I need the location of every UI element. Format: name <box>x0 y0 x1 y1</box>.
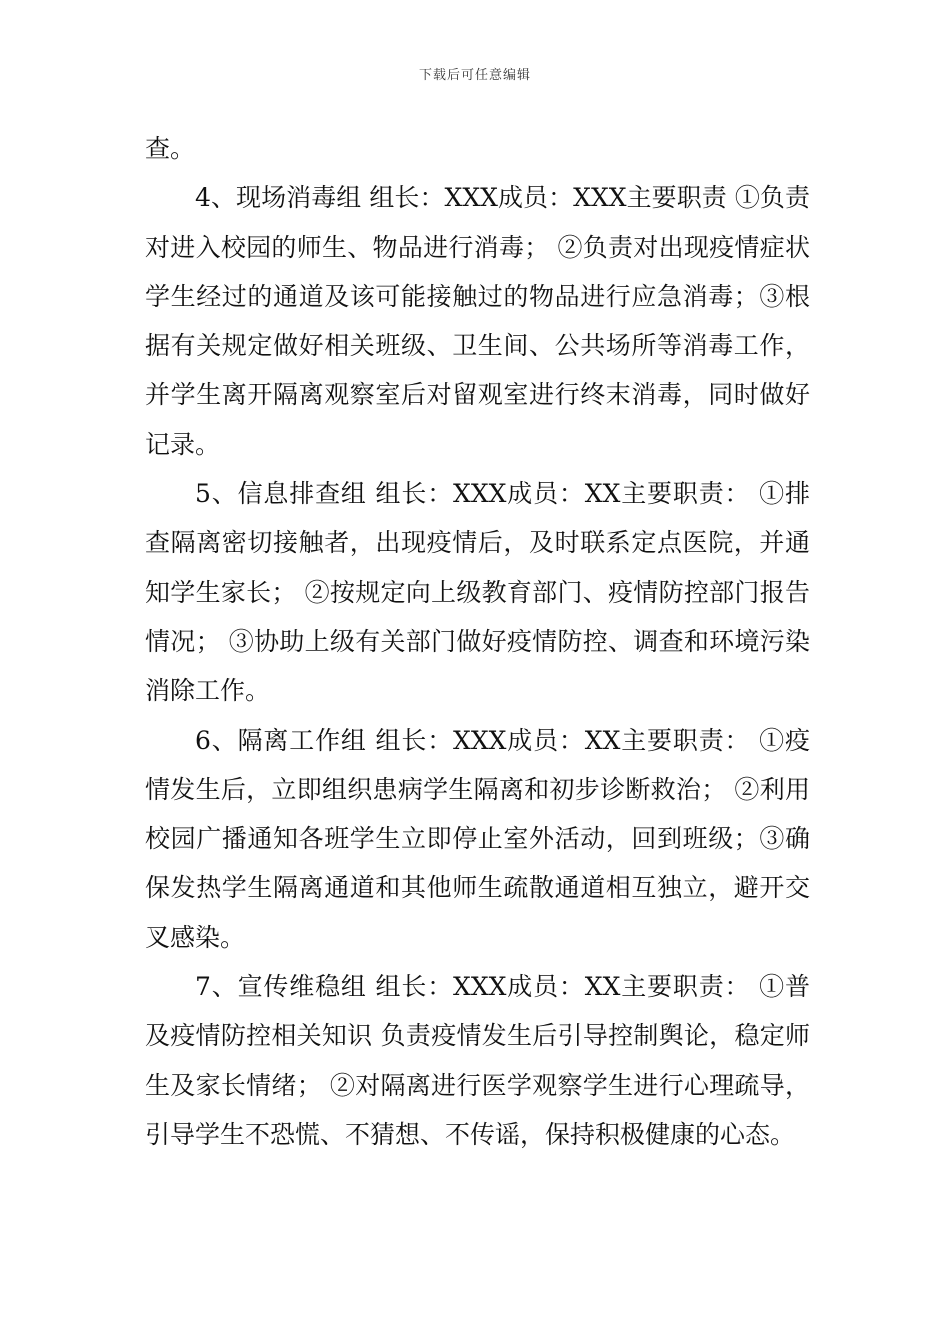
paragraph-continuation: 查。 <box>145 134 196 163</box>
page-header: 下载后可任意编辑 <box>418 68 531 83</box>
paragraph-disinfection-group: 4、现场消毒组 组长：XXX成员：XXX主要职责 ①负责对进入校园的师生、物品进行消毒； ②负责对出现疫情症状学生经过的通道及该可能接触过的物品进行应急消毒；③根据有关规定做好相关班级、卫生间、公共场所等消毒工作，并学生离开隔离观察室后对留观室进行终末消毒，同时做好记录。 <box>145 183 810 459</box>
paragraph-publicity-stability-group: 7、宣传维稳组 组长：XXX成员：XX主要职责： ①普及疫情防控相关知识 负责疫情发生后引导控制舆论，稳定师生及家长情绪； ②对隔离进行医学观察学生进行心理疏导，引导学生不恐慌、不猜想、不传谣，保持积极健康的心态。 <box>145 972 810 1149</box>
document-body <box>145 124 810 1159</box>
paragraph-information-screening-group: 5、信息排查组 组长：XXX成员：XX主要职责： ①排查隔离密切接触者，出现疫情后，及时联系定点医院，并通知学生家长； ②按规定向上级教育部门、疫情防控部门报告情况； ③协助上级有关部门做好疫情防控、调查和环境污染消除工作。 <box>145 479 810 706</box>
paragraph-isolation-group: 6、隔离工作组 组长：XXX成员：XX主要职责： ①疫情发生后，立即组织患病学生隔离和初步诊断救治； ②利用校园广播通知各班学生立即停止室外活动，回到班级；③确保发热学生隔离通道和其他师生疏散通道相互独立，避开交叉感染。 <box>145 725 810 952</box>
